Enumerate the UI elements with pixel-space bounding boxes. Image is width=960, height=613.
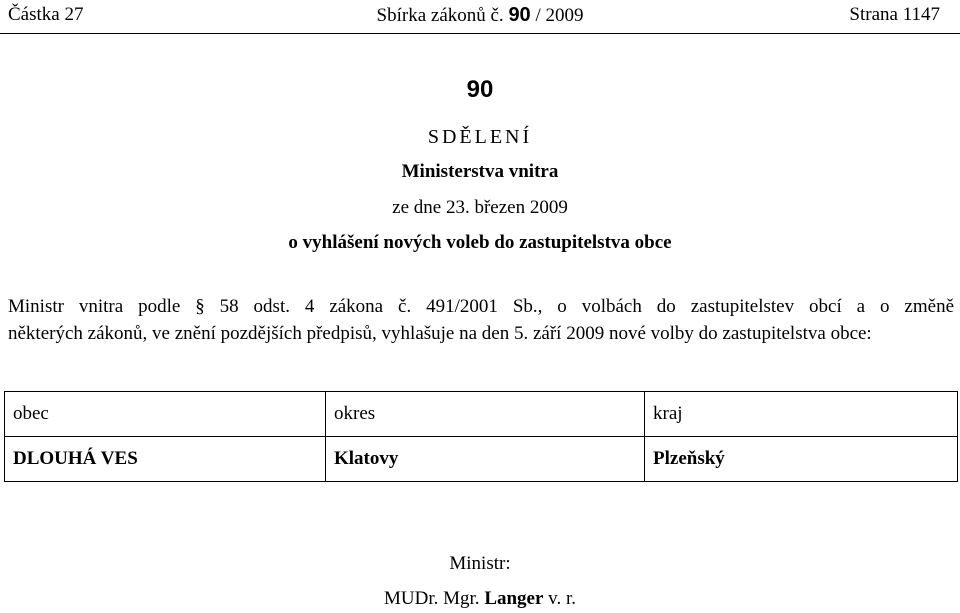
body-line-1: Ministr vnitra podle § 58 odst. 4 zákona č. 491/2001 Sb., o volbách do zastupitelstev obcí a o změně: [8, 296, 954, 317]
header-divider: [0, 33, 960, 34]
body-paragraph: [8, 293, 954, 347]
header-collection-number: 90: [508, 4, 531, 26]
document-issuer: Ministerstva vnitra: [401, 161, 559, 182]
table-cell-district: Klatovy: [326, 437, 645, 482]
document-number: 90: [466, 76, 494, 103]
signer-name: [0, 588, 960, 610]
table-header-cell: kraj: [645, 392, 958, 437]
document-title: o vyhlášení nových voleb do zastupitelstva obce: [288, 232, 672, 253]
header-collection-prefix: Sbírka zákonů č.: [376, 5, 504, 26]
document-type: SDĚLENÍ: [427, 126, 533, 148]
signer-suffix: v. r.: [548, 588, 576, 609]
table-header-cell: obec: [5, 392, 326, 437]
header-part: Částka 27: [8, 4, 84, 25]
signer-role: Ministr:: [449, 553, 511, 574]
signer-titles: MUDr. Mgr.: [384, 588, 480, 609]
table-header-row: [5, 392, 958, 437]
table-row: [5, 437, 958, 482]
page-header: [0, 0, 960, 30]
table-header-cell: okres: [326, 392, 645, 437]
signer-surname: Langer: [484, 588, 544, 609]
election-table: [4, 391, 958, 482]
table-cell-municipality: DLOUHÁ VES: [5, 437, 326, 482]
document-date: ze dne 23. březen 2009: [392, 197, 568, 218]
header-collection: [0, 4, 960, 27]
header-page-number: Strana 1147: [849, 4, 940, 25]
body-line-2: některých zákonů, ve znění pozdějších předpisů, vyhlašuje na den 5. září 2009 nové volby do zastupitelstva obce:: [8, 323, 872, 344]
header-collection-year: / 2009: [535, 5, 584, 26]
table-cell-region: Plzeňský: [645, 437, 958, 482]
